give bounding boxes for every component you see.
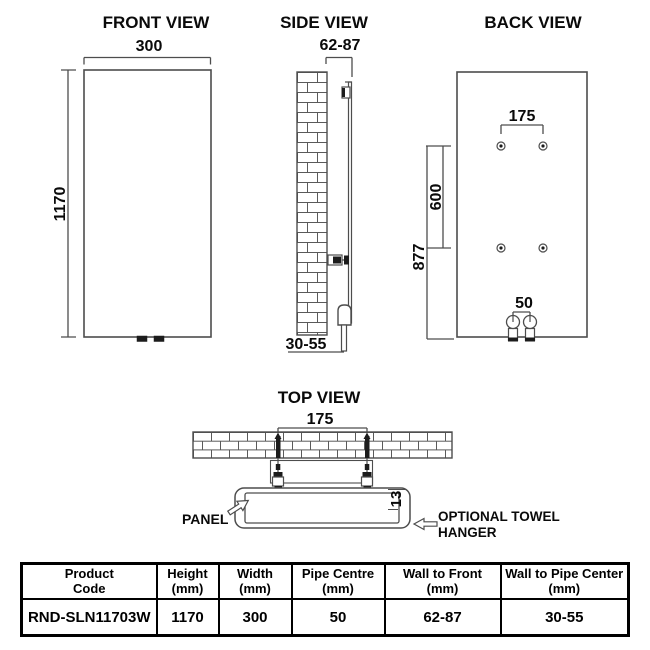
side-pipe-drop [342, 325, 347, 351]
back-view [411, 13, 587, 342]
front-panel-outline [84, 70, 211, 337]
top-bracket-spacing-label: 175 [306, 411, 334, 428]
side-wall-to-front-dimension [326, 58, 352, 78]
side-wall-to-pipe-label: 30-55 [285, 336, 327, 353]
side-pipe-elbow [338, 305, 351, 325]
top-wall-brick [193, 432, 452, 458]
top-bracket-rail [271, 461, 373, 484]
cell-height: 1170 [157, 599, 219, 636]
spec-table-header-row [22, 564, 629, 600]
back-600-label: 600 [428, 183, 445, 211]
top-view [182, 388, 560, 540]
side-view [280, 13, 369, 353]
cell-product-code: RND-SLN11703W [22, 599, 157, 636]
side-wall-to-front-label: 62-87 [319, 37, 361, 54]
back-bracket-spacing-label: 175 [508, 108, 536, 125]
header-height: Height (mm) [157, 564, 219, 600]
side-wall-brick [297, 72, 327, 335]
back-view-title: BACK VIEW [484, 13, 582, 32]
spec-table-data-row [22, 599, 629, 636]
front-height-label: 1170 [52, 186, 69, 222]
side-panel-profile [349, 82, 352, 323]
side-valve-bracket [327, 255, 349, 265]
back-pipe-centre-label: 50 [515, 295, 533, 312]
header-width: Width (mm) [219, 564, 292, 600]
back-877-dimension [427, 146, 454, 339]
back-877-label: 877 [411, 243, 428, 271]
header-wall-to-front: Wall to Front (mm) [385, 564, 501, 600]
front-width-label: 300 [135, 38, 163, 55]
top-hanger-label-line2: HANGER [438, 525, 497, 540]
header-wall-to-pipe-center: Wall to Pipe Center (mm) [501, 564, 629, 600]
front-pipe-stub-left [137, 336, 147, 342]
top-panel-section [245, 493, 399, 523]
spec-table [20, 562, 630, 637]
top-view-title: TOP VIEW [277, 388, 361, 407]
front-view [52, 13, 211, 342]
top-panel-label: PANEL [182, 511, 229, 527]
top-hanger-depth-label: 13 [388, 490, 405, 508]
front-width-dimension [84, 58, 211, 65]
header-product-code: Product Code [22, 564, 157, 600]
side-top-bracket [342, 87, 350, 98]
towel-hanger-arrow-icon [414, 519, 437, 530]
top-hanger-label-line1: OPTIONAL TOWEL [438, 509, 560, 524]
header-pipe-centre: Pipe Centre (mm) [292, 564, 385, 600]
cell-pipe-centre: 50 [292, 599, 385, 636]
cell-wall-to-pipe-center: 30-55 [501, 599, 629, 636]
cell-wall-to-front: 62-87 [385, 599, 501, 636]
front-view-title: FRONT VIEW [102, 13, 210, 32]
front-pipe-stub-right [154, 336, 164, 342]
cell-width: 300 [219, 599, 292, 636]
side-view-title: SIDE VIEW [280, 13, 368, 32]
